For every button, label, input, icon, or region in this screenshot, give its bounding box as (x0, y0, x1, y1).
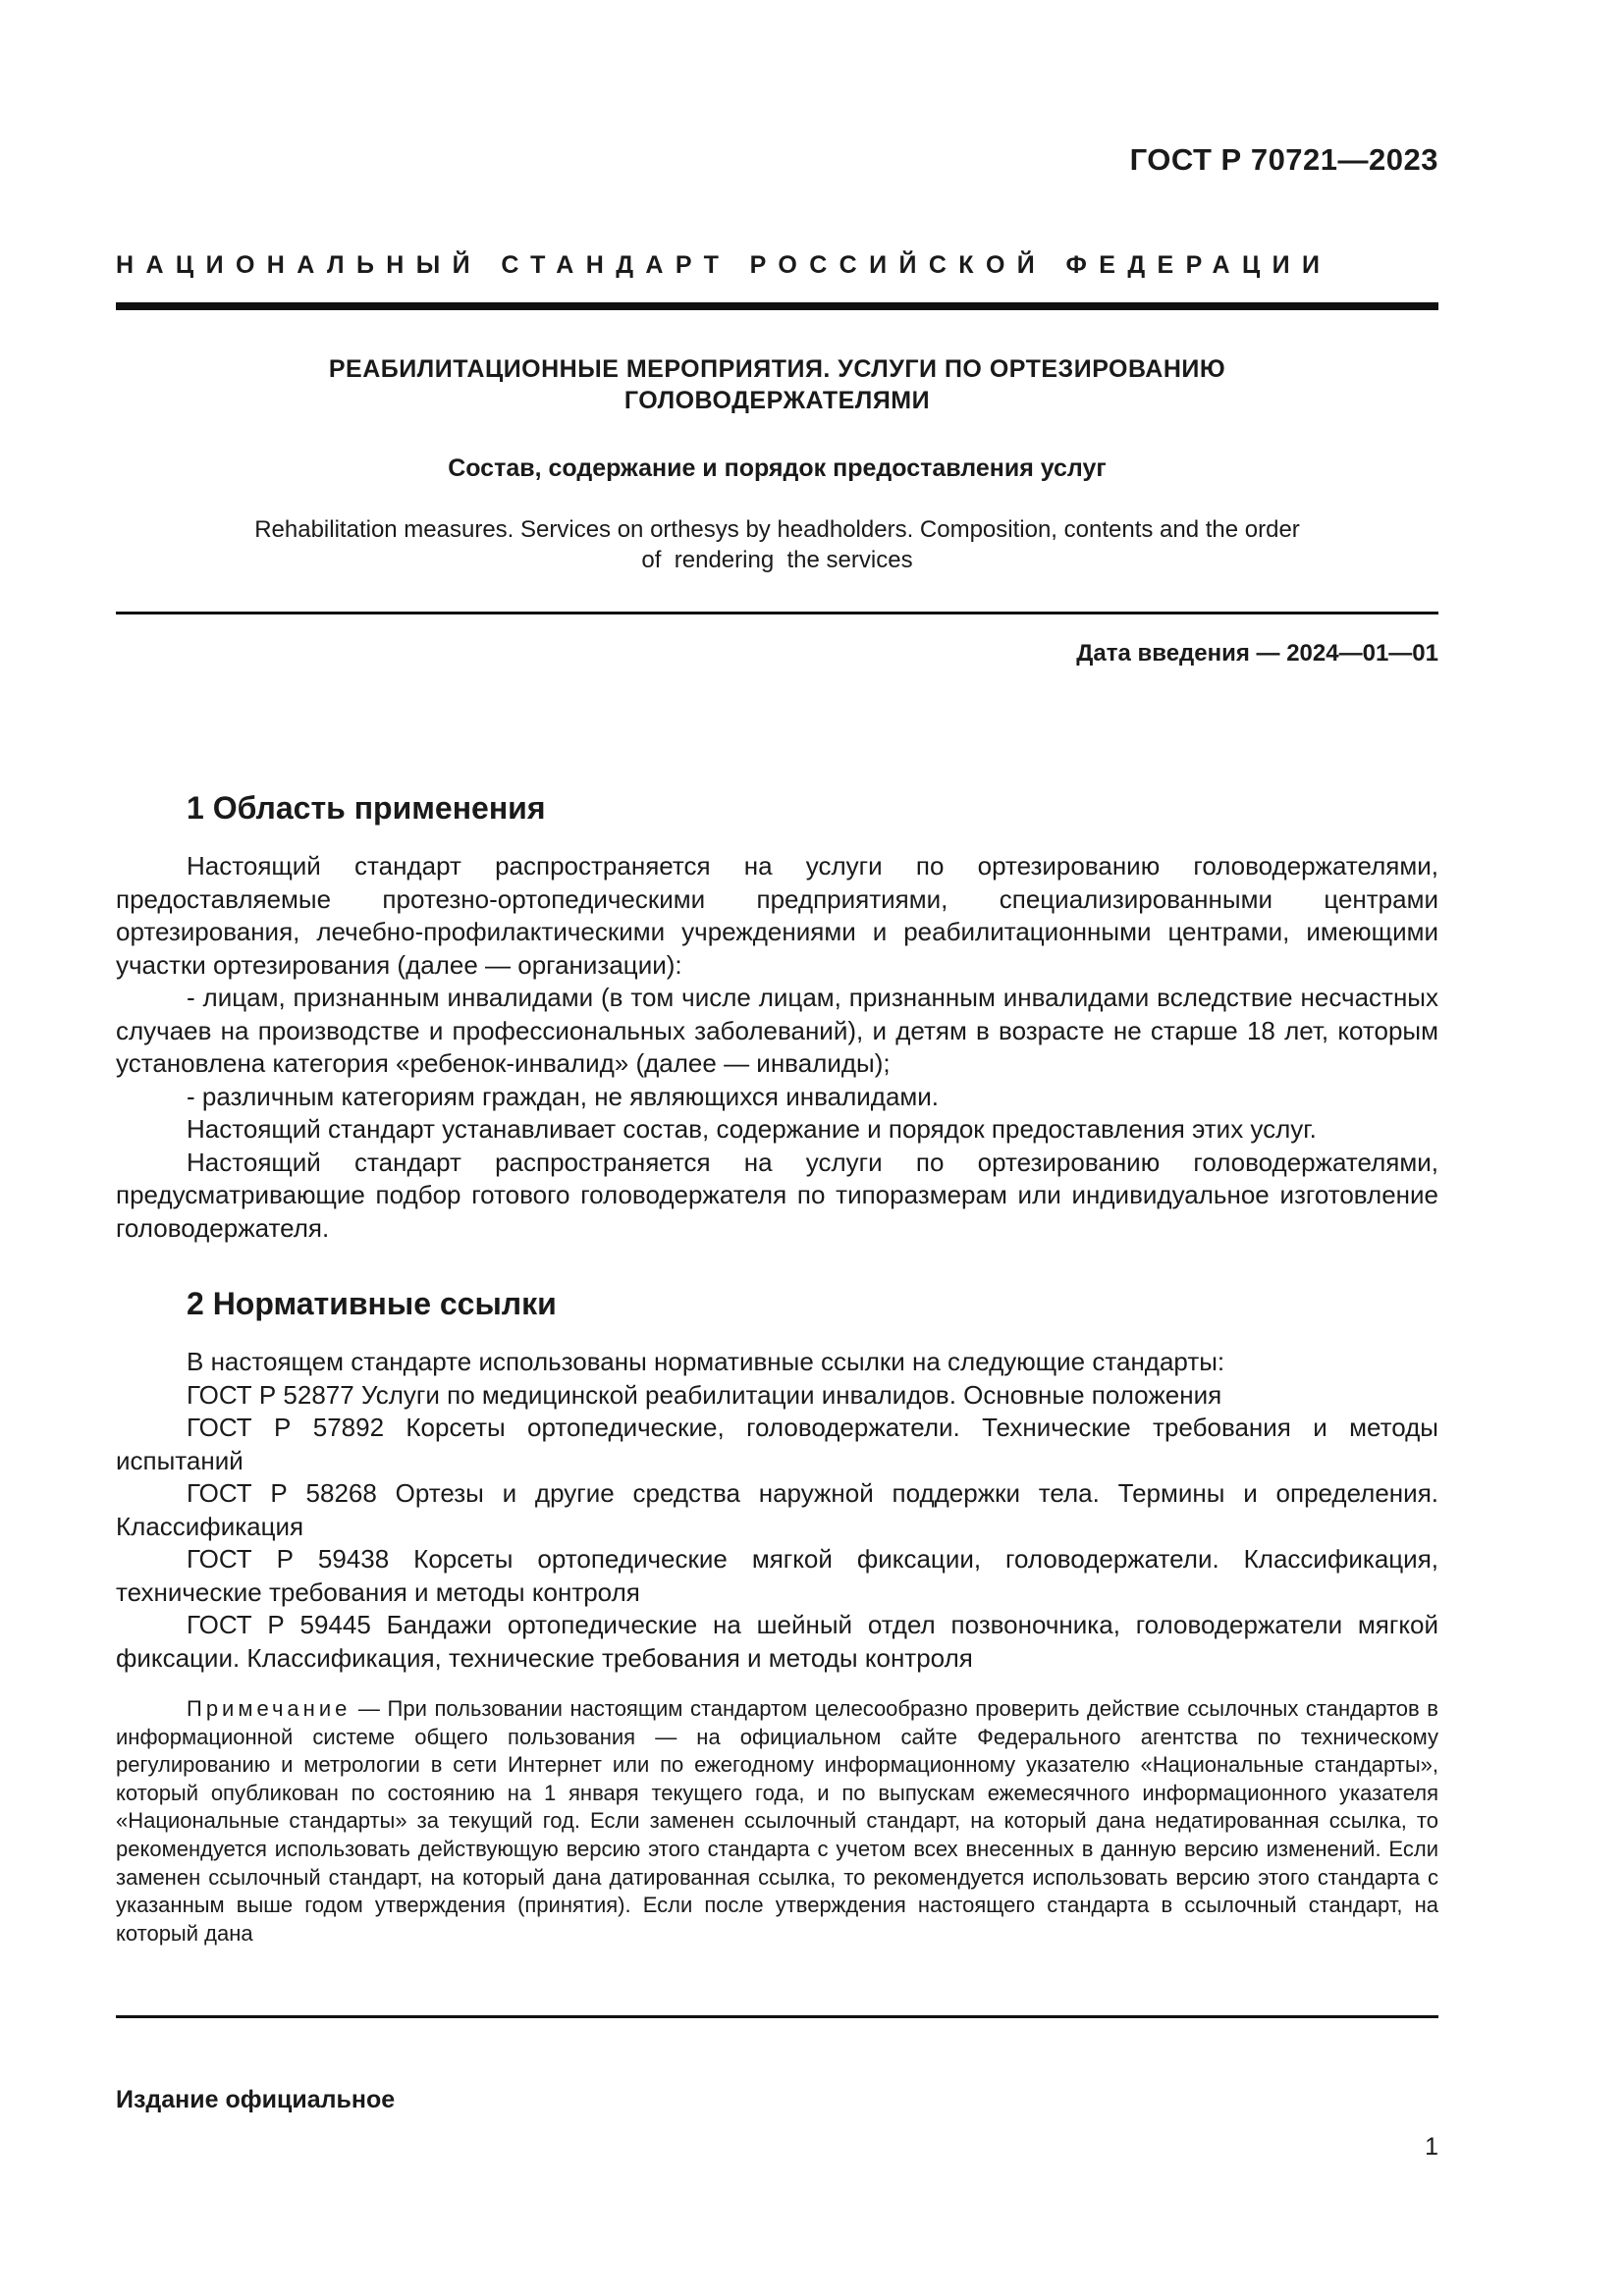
introduction-date: Дата введения — 2024—01—01 (1076, 640, 1438, 667)
national-standard-title: НАЦИОНАЛЬНЫЙ СТАНДАРТ РОССИЙСКОЙ ФЕДЕРАЦИИ (116, 251, 1332, 279)
reference-item: ГОСТ Р 58268 Ортезы и другие средства наружной поддержки тела. Термины и определения. Классификация (116, 1478, 1438, 1541)
section-2-heading: 2 Нормативные ссылки (187, 1286, 557, 1321)
reference-item: ГОСТ Р 59445 Бандажи ортопедические на шейный отдел позвоночника, головодержатели мягкой фиксации. Классификация, технические требования и методы контроля (116, 1610, 1438, 1673)
document-code: ГОСТ Р 70721—2023 (1129, 142, 1438, 177)
note-block (116, 1695, 1438, 1948)
reference-item: ГОСТ Р 57892 Корсеты ортопедические, головодержатели. Технические требования и методы испытаний (116, 1413, 1438, 1475)
paragraph: Настоящий стандарт распространяется на услуги по ортезированию головодержателями, предоставляемые протезно-ортопедическими предприятиями, специализированными центрами ортезирования, лечебно-профилактическими учреждениями и реабилитационными центрами, имеющими участки ортезирования (далее — организации): (116, 851, 1438, 980)
paragraph: Настоящий стандарт распространяется на услуги по ортезированию головодержателями, предусматривающие подбор готового головодержателя по типоразмерам или индивидуальное изготовление головодержателя. (116, 1147, 1438, 1243)
page-number: 1 (1425, 2133, 1438, 2161)
document-subtitle-ru: Состав, содержание и порядок предоставления услуг (448, 454, 1107, 482)
title-en-line2: of rendering the services (641, 547, 913, 573)
paragraph: Настоящий стандарт устанавливает состав, содержание и порядок предоставления этих услуг. (187, 1114, 1317, 1144)
section-1-body (116, 850, 1438, 1245)
paragraph: - лицам, признанным инвалидами (в том числе лицам, признанным инвалидами вследствие несчастных случаев на производстве и профессиональных заболеваний), и детям в возрасте не старше 18 лет, которым установлена категория «ребенок-инвалид» (далее — инвалиды); (116, 983, 1438, 1078)
edition-label: Издание официальное (116, 2086, 396, 2113)
paragraph: - различным категориям граждан, не являющихся инвалидами. (187, 1081, 940, 1111)
title-ru-line2: ГОЛОВОДЕРЖАТЕЛЯМИ (623, 387, 931, 414)
note-paragraph (116, 1695, 1438, 1948)
note-label: Примечание (187, 1696, 352, 1721)
section-2-body (116, 1346, 1438, 1675)
document-title-en (116, 514, 1438, 575)
header-rule (116, 302, 1438, 310)
title-ru-line1: РЕАБИЛИТАЦИОННЫЕ МЕРОПРИЯТИЯ. УСЛУГИ ПО ОРТЕЗИРОВАНИЮ (328, 355, 1226, 383)
paragraph: В настоящем стандарте использованы нормативные ссылки на следующие стандарты: (187, 1347, 1225, 1376)
reference-item: ГОСТ Р 59438 Корсеты ортопедические мягкой фиксации, головодержатели. Классификация, технические требования и методы контроля (116, 1544, 1438, 1607)
document-title-ru (116, 353, 1438, 416)
title-en-line1: Rehabilitation measures. Services on orthesys by headholders. Composition, contents and the order (254, 516, 1300, 543)
title-rule (116, 612, 1438, 614)
note-text: — При пользовании настоящим стандартом целесообразно проверить действие ссылочных стандартов в информационной системе общего пользования — на официальном сайте Федерального агентства по техническому регулированию и метрологии в сети Интернет или по ежегодному информационному указателю «Национальные стандарты», который опубликован по состоянию на 1 января текущего года, и по выпускам ежемесячного информационного указателя «Национальные стандарты» за текущий год. Если заменен ссылочный стандарт, на который дана недатированная ссылка, то рекомендуется использовать действующую версию этого стандарта с учетом всех внесенных в данную версию изменений. Если заменен ссылочный стандарт, на который дана датированная ссылка, то рекомендуется использовать версию этого стандарта с указанным выше годом утверждения (принятия). Если после утверждения настоящего стандарта в ссылочный стандарт, на который дана (116, 1696, 1438, 1946)
reference-item: ГОСТ Р 52877 Услуги по медицинской реабилитации инвалидов. Основные положения (187, 1379, 1222, 1410)
section-1-heading: 1 Область применения (187, 790, 546, 826)
footer-rule (116, 2015, 1438, 2018)
